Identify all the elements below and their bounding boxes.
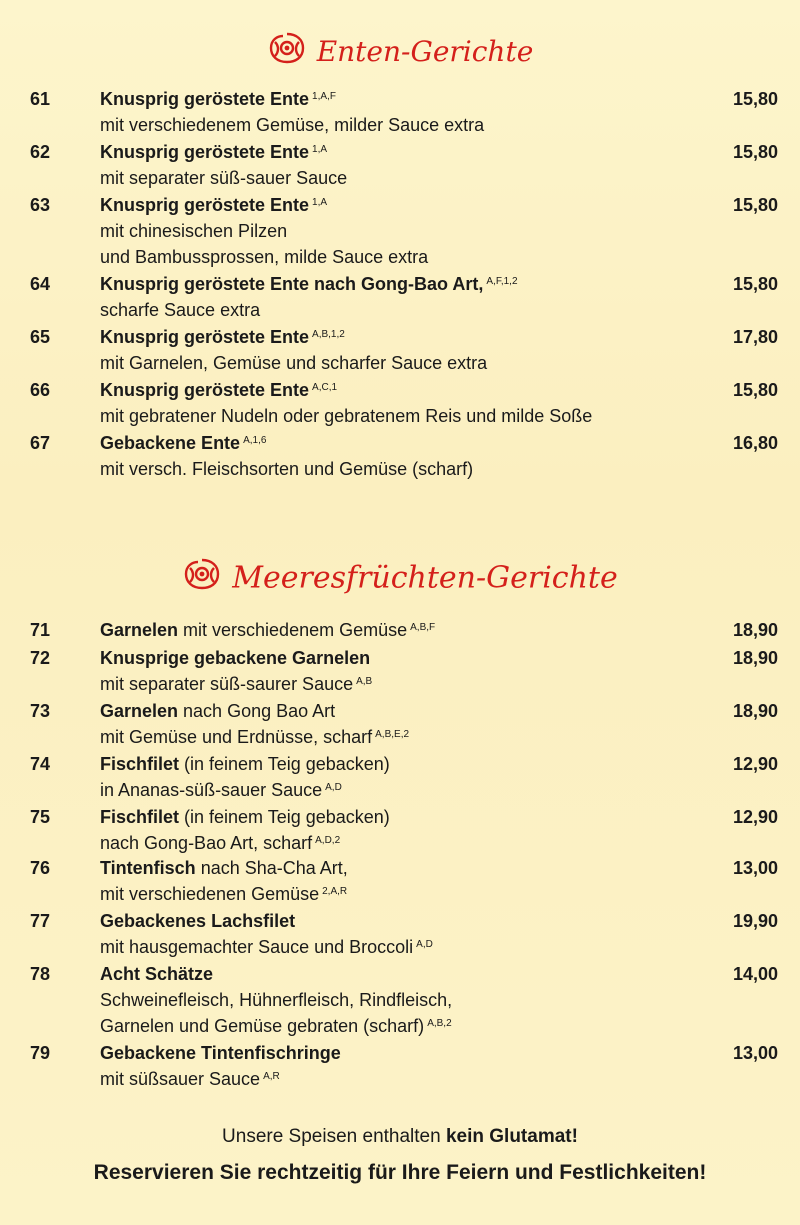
glutamate-note-bold: kein Glutamat! — [445, 1126, 578, 1147]
item-text: mit separater süß-saurer Sauce — [100, 674, 354, 694]
allergen-codes: A,1,6 — [243, 435, 267, 446]
item-description: mit verschiedenem Gemüse, milder Sauce extra — [100, 115, 485, 135]
item-name-text: Fischfilet — [100, 807, 180, 827]
item-text: in Ananas-süß-sauer Sauce — [100, 780, 323, 800]
item-description: scharfe Sauce extra — [100, 300, 261, 320]
item-name — [100, 274, 518, 295]
allergen-codes: A,B,2 — [427, 1018, 452, 1029]
item-description — [100, 1069, 280, 1090]
glutamate-note-text: Unsere Speisen enthalten — [222, 1126, 446, 1147]
allergen-codes: A,B,1,2 — [312, 329, 345, 340]
red-swirl-ornament-icon — [182, 556, 222, 600]
item-description: mit gebratener Nudeln oder gebratenem Reis und milde Soße — [100, 406, 593, 426]
item-text: nach Sha-Cha Art, — [195, 858, 348, 878]
item-number: 72 — [30, 648, 51, 668]
item-price: 15,80 — [732, 89, 778, 109]
section-title-text: Enten-Gerichte — [316, 35, 534, 68]
allergen-codes: A,R — [263, 1071, 280, 1082]
item-price: 18,90 — [732, 620, 778, 640]
item-name-text: Fischfilet — [100, 754, 180, 774]
allergen-codes: A,C,1 — [312, 382, 338, 393]
item-name — [100, 648, 370, 669]
item-name — [100, 964, 213, 985]
allergen-codes: 2,A,R — [322, 886, 348, 897]
item-number: 63 — [30, 195, 51, 215]
allergen-codes: 1,A,F — [312, 91, 336, 102]
item-description: mit versch. Fleischsorten und Gemüse (scharf) — [100, 459, 474, 479]
allergen-codes: A,B — [356, 676, 373, 687]
item-price: 18,90 — [732, 701, 778, 721]
item-number: 71 — [30, 620, 51, 640]
item-name-text: Gebackene Ente — [100, 433, 241, 453]
item-text: mit verschiedenem Gemüse — [178, 620, 408, 640]
item-number: 62 — [30, 142, 51, 162]
item-name — [100, 620, 435, 641]
item-description: mit separater süß-sauer Sauce — [100, 168, 348, 188]
allergen-codes: A,B,E,2 — [375, 729, 410, 740]
item-name — [100, 911, 295, 932]
item-name — [100, 327, 345, 348]
item-description — [100, 1016, 452, 1037]
item-price: 12,90 — [732, 807, 778, 827]
item-name-text: Knusprig geröstete Ente — [100, 195, 310, 215]
item-description — [100, 727, 409, 748]
item-name-text: Knusprige gebackene Garnelen — [100, 648, 371, 668]
allergen-codes: 1,A — [312, 144, 328, 155]
item-price: 12,90 — [732, 754, 778, 774]
item-name — [100, 1043, 341, 1064]
allergen-codes: 1,A — [312, 197, 328, 208]
allergen-codes: A,D — [325, 782, 342, 793]
item-number: 66 — [30, 380, 51, 400]
item-description: mit chinesischen Pilzen — [100, 221, 288, 241]
item-price: 13,00 — [732, 858, 778, 878]
section-title-seafood — [0, 556, 800, 600]
item-price: 15,80 — [732, 195, 778, 215]
section-title-duck — [0, 30, 800, 73]
item-price: 13,00 — [732, 1043, 778, 1063]
item-name — [100, 858, 348, 879]
item-number: 79 — [30, 1043, 51, 1063]
item-description — [100, 780, 342, 801]
item-description — [100, 884, 347, 905]
item-text: mit verschiedenen Gemüse — [100, 884, 320, 904]
item-description — [100, 990, 452, 1011]
item-number: 78 — [30, 964, 51, 984]
item-name-text: Gebackene Tintenfischringe — [100, 1043, 341, 1063]
item-price: 15,80 — [732, 274, 778, 294]
item-text: Garnelen und Gemüse gebraten (scharf) — [100, 1016, 425, 1036]
item-name — [100, 142, 327, 163]
reservation-note: Reservieren Sie rechtzeitig für Ihre Feiern und Festlichkeiten! — [93, 1161, 707, 1184]
item-number: 75 — [30, 807, 51, 827]
item-number: 64 — [30, 274, 51, 294]
item-name — [100, 380, 337, 401]
item-price: 19,90 — [732, 911, 778, 931]
item-price: 14,00 — [732, 964, 778, 984]
item-name — [100, 701, 335, 722]
red-swirl-ornament-icon — [267, 30, 307, 73]
item-number: 77 — [30, 911, 51, 931]
item-number: 74 — [30, 754, 51, 774]
item-name — [100, 433, 266, 454]
item-name-text: Gebackenes Lachsfilet — [100, 911, 296, 931]
item-number: 65 — [30, 327, 51, 347]
item-name — [100, 754, 390, 775]
item-description: mit Garnelen, Gemüse und scharfer Sauce extra — [100, 353, 488, 373]
item-number: 67 — [30, 433, 51, 453]
item-name-text: Knusprig geröstete Ente — [100, 142, 310, 162]
item-text: nach Gong Bao Art — [178, 701, 336, 721]
item-text: (in feinem Teig gebacken) — [179, 807, 390, 827]
item-description — [100, 833, 340, 854]
item-text: (in feinem Teig gebacken) — [179, 754, 390, 774]
item-name-text: Acht Schätze — [100, 964, 214, 984]
item-name-text: Knusprig geröstete Ente — [100, 380, 310, 400]
item-name-text: Tintenfisch — [100, 858, 196, 878]
section-title-text: Meeresfrüchten-Gerichte — [232, 560, 618, 596]
item-price: 18,90 — [732, 648, 778, 668]
item-name — [100, 807, 390, 828]
item-description — [100, 674, 372, 695]
item-price: 17,80 — [732, 327, 778, 347]
item-text: mit süßsauer Sauce — [100, 1069, 261, 1089]
item-name — [100, 89, 336, 110]
item-text: mit Gemüse und Erdnüsse, scharf — [100, 727, 373, 747]
allergen-codes: A,F,1,2 — [486, 276, 518, 287]
item-text: Schweinefleisch, Hühnerfleisch, Rindfleisch, — [100, 990, 453, 1010]
item-text: mit hausgemachter Sauce und Broccoli — [100, 937, 414, 957]
item-number: 61 — [30, 89, 51, 109]
allergen-codes: A,D — [416, 939, 433, 950]
item-name — [100, 195, 327, 216]
item-text: nach Gong-Bao Art, scharf — [100, 833, 313, 853]
glutamate-note — [0, 1126, 800, 1148]
item-price: 15,80 — [732, 380, 778, 400]
item-name-text: Garnelen — [100, 701, 179, 721]
item-price: 15,80 — [732, 142, 778, 162]
item-description — [100, 937, 433, 958]
item-price: 16,80 — [732, 433, 778, 453]
item-name-text: Garnelen — [100, 620, 179, 640]
allergen-codes: A,D,2 — [315, 835, 341, 846]
item-description: und Bambussprossen, milde Sauce extra — [100, 247, 429, 267]
item-name-text: Knusprig geröstete Ente — [100, 327, 310, 347]
item-name-text: Knusprig geröstete Ente nach Gong-Bao Art, — [100, 274, 484, 294]
item-number: 73 — [30, 701, 51, 721]
item-number: 76 — [30, 858, 51, 878]
allergen-codes: A,B,F — [410, 622, 436, 633]
item-name-text: Knusprig geröstete Ente — [100, 89, 310, 109]
